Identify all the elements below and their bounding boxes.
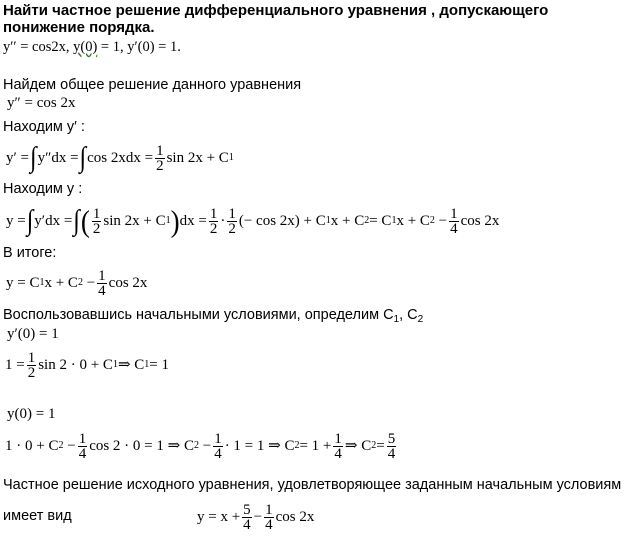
label-particular-2: имеет вид xyxy=(3,508,72,524)
label-in-total: В итоге: xyxy=(3,245,57,261)
condition-y: y(0) = 1 xyxy=(7,406,56,422)
equation-condition-y: 1 · 0 + C 2 − $\frac{1}{4}$ cos 2 · 0 = 1 ⇒ C 2 − $\frac{1}{4}$ · 1 = 1 ⇒ C 2 = 1 + $\frac{1}{4}$ ⇒ C 2 = $\frac{5}{4}$ xyxy=(5,430,396,462)
label-find-general: Найдем общее решение данного уравнения xyxy=(3,77,302,93)
label-using-initial: Воспользовавшись начальными условиями, определим $С_1$, $С_2$ xyxy=(3,307,424,325)
problem-equation: y′′ = cos2x, xyxy=(3,39,74,55)
equation-general: y″ = cos 2x xyxy=(7,95,76,111)
problem-condition-y0: y(0) xyxy=(73,39,98,55)
equation-y-prime: y′ = ∫ y″dx = ∫ cos 2xdx = $\frac{1}{2}$ sin 2x + C 1 xyxy=(6,142,234,174)
problem-statement xyxy=(3,39,181,56)
equation-condition-y-prime: 1 = $\frac{1}{2}$ sin 2 · 0 + C 1 ⇒ C 1 = 1 xyxy=(5,349,169,381)
fraction-half: $\frac{1}{2}$ xyxy=(156,142,164,174)
equation-y: y = ∫ y′dx = ∫ ( $\frac{1}{2}$ sin 2x + C 1 ) dx = $\frac{1}{2}$ · $\frac{1}{2}$ (− cos 2x) + C 1 x + C 2 = C 1 x + C 2 − $\frac{1}{4}$ cos 2x xyxy=(6,203,500,239)
problem-title: Найти частное решение дифференциального уравнения , допускающего понижение порядка. xyxy=(3,2,549,36)
label-particular-1: Частное решение исходного уравнения, удовлетворяющее заданным начальным условиям xyxy=(3,477,622,493)
equation-total: y = C 1 x + C 2 − $\frac{1}{4}$ cos 2x xyxy=(6,267,148,299)
equation-final: y = x + $\frac{5}{4}$ − $\frac{1}{4}$ cos 2x xyxy=(197,501,315,533)
label-find-y-prime: Находим y′ : xyxy=(3,119,85,135)
condition-y-prime: y′(0) = 1 xyxy=(7,326,59,342)
problem-condition-rest: = 1, y′(0) = 1. xyxy=(97,39,181,55)
label-find-y: Находим y : xyxy=(3,181,83,197)
